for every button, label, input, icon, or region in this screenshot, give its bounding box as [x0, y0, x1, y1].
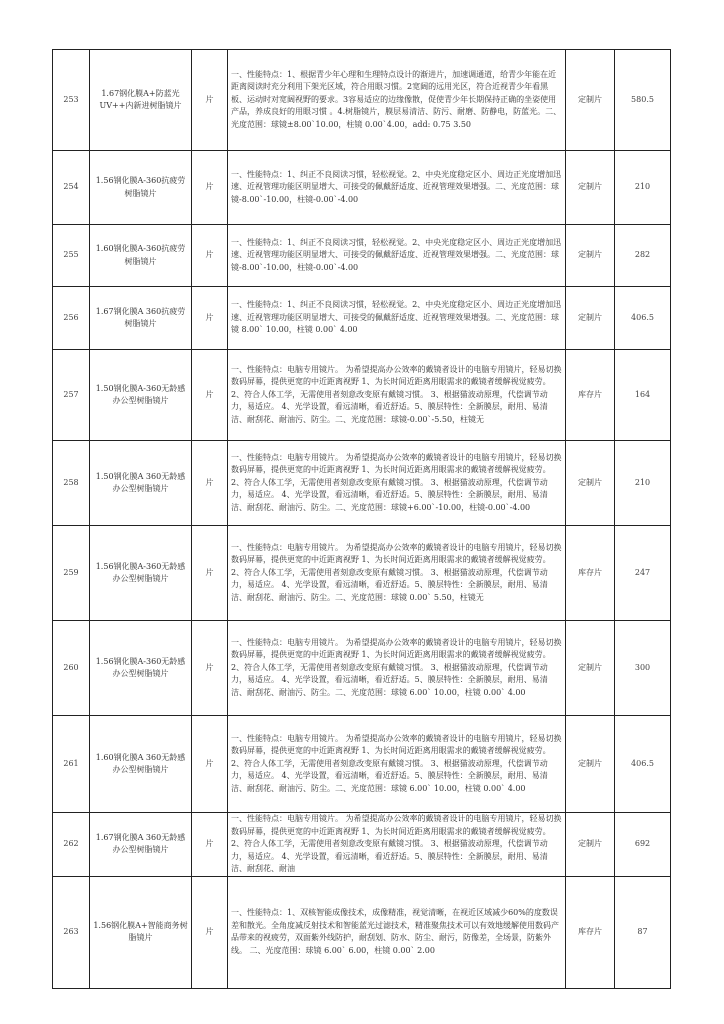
- product-description: 一、性能特点：1、双核智能成像技术，成像精准，视觉清晰，在视近区域减少60%的度数误差和散光。全角度减反射技术和智能蓝光过滤技术，精准聚焦技术可以有效地缓解使用数码产品带来的视疲劳，双面紫外线防护，耐刮划、防水、防尘、耐污，防像差，全场景，防紫外线。 二、光度范围：球镜 6.00` 6.00，柱镜 0.00` 2.00: [228, 876, 566, 988]
- product-name: 1.50钢化膜A 360无龄感办公型树脂镜片: [90, 441, 192, 526]
- table-row: [53, 225, 671, 287]
- unit: 片: [192, 716, 228, 813]
- table-row: [53, 350, 671, 441]
- product-description: 一、性能特点：电脑专用镜片。 为希望提高办公效率的戴镜者设计的电脑专用镜片，轻易切换数码屏幕，提供更宽的中近距离视野 1、为长时间近距离用眼需求的戴镜者缓解视觉疲劳。2、符合人体工学，无需使用者刻意改变原有戴镜习惯。 3、根据猫波动原理，代偿调节动力，易适应。 4、光学设置，看远清晰，看近舒适。5、膜层特性：全新膜层，耐用、易清洁、耐刮花、耐油污、防尘。二、光度范围：球镜 6.00` 10.00，柱镜 0.00` 4.00: [228, 621, 566, 716]
- product-description: 一、性能特点：1、纠正不良阅读习惯，轻松视觉。2、中央光度稳定区小、周边正光度增加迅速、近视管理功能区明显增大、可接受的佩戴舒适度、近视管理效果增强。二、光度范围：球镜 8.00` 10.00，柱镜 0.00` 4.00: [228, 287, 566, 350]
- lens-type: 定制片: [566, 813, 615, 877]
- lens-type: 定制片: [566, 50, 615, 151]
- row-number: 253: [53, 50, 90, 151]
- table-row: [53, 716, 671, 813]
- price: 406.5: [615, 716, 671, 813]
- product-name: 1.50钢化膜A-360无龄感办公型树脂镜片: [90, 350, 192, 441]
- row-number: 254: [53, 151, 90, 225]
- unit: 片: [192, 621, 228, 716]
- unit: 片: [192, 225, 228, 287]
- product-name: 1.56钢化膜A-360无龄感办公型树脂镜片: [90, 526, 192, 621]
- unit: 片: [192, 350, 228, 441]
- lens-type: 库存片: [566, 876, 615, 988]
- product-description: 一、性能特点：电脑专用镜片。 为希望提高办公效率的戴镜者设计的电脑专用镜片，轻易切换数码屏幕，提供更宽的中近距离视野 1、为长时间近距离用眼需求的戴镜者缓解视觉疲劳。2、符合人体工学，无需使用者刻意改变原有戴镜习惯。 3、根据猫波动原理，代偿调节动力，易适应。 4、光学设置，看远清晰，看近舒适。5、膜层特性：全新膜层，耐用、易清洁、耐刮花、耐油污、防尘。二、光度范围：球镜-0.00`-5.50，柱镜无: [228, 350, 566, 441]
- unit: 片: [192, 813, 228, 877]
- row-number: 262: [53, 813, 90, 877]
- price: 164: [615, 350, 671, 441]
- row-number: 260: [53, 621, 90, 716]
- lens-type: 定制片: [566, 716, 615, 813]
- row-number: 258: [53, 441, 90, 526]
- product-name: 1.67钢化膜A 360无龄感办公型树脂镜片: [90, 813, 192, 877]
- unit: 片: [192, 441, 228, 526]
- product-description: 一、性能特点：1、根据青少年心理和生理特点设计的渐进片，加速调通道，给青少年能在近距离阅读时充分利用下架光区域，符合用眼习惯。2宽阔的远用光区，符合近视青少年看黑板、运动时对宽阔视野的要求。3容易适应的边缘像散，促使青少年长期保持正确的坐姿使用产品，养成良好的用眼习惯 。4.树脂镜片，膜层易清洁、防污、耐磨、防静电，防蓝光。二、光度范围：球镜±8.00`10.00，柱镜 0.00`4.00，add: 0.75 3.50: [228, 50, 566, 151]
- price: 406.5: [615, 287, 671, 350]
- unit: 片: [192, 50, 228, 151]
- price: 210: [615, 441, 671, 526]
- price: 580.5: [615, 50, 671, 151]
- price: 247: [615, 526, 671, 621]
- product-description: 一、性能特点：1、纠正不良阅读习惯，轻松视觉。2、中央光度稳定区小、周边正光度增加迅速、近视管理功能区明显增大、可接受的佩戴舒适度、近视管理效果增强。二、光度范围：球镜-8.00`-10.00，柱镜-0.00`-4.00: [228, 225, 566, 287]
- row-number: 257: [53, 350, 90, 441]
- table-row: [53, 876, 671, 988]
- unit: 片: [192, 876, 228, 988]
- price: 300: [615, 621, 671, 716]
- table-row: [53, 287, 671, 350]
- table-row: [53, 50, 671, 151]
- lens-type: 定制片: [566, 225, 615, 287]
- product-name: 1.56钢化膜A+智能商务树脂镜片: [90, 876, 192, 988]
- product-table: [52, 49, 671, 989]
- unit: 片: [192, 151, 228, 225]
- lens-type: 定制片: [566, 441, 615, 526]
- product-description: 一、性能特点：电脑专用镜片。 为希望提高办公效率的戴镜者设计的电脑专用镜片，轻易切换数码屏幕，提供更宽的中近距离视野 1、为长时间近距离用眼需求的戴镜者缓解视觉疲劳。2、符合人体工学，无需使用者刻意改变原有戴镜习惯。 3、根据猫波动原理，代偿调节动力，易适应。 4、光学设置，看远清晰，看近舒适。5、膜层特性：全新膜层，耐用、易清洁、耐刮花、耐油污、防尘。二、光度范围：球镜 0.00` 5.50，柱镜无: [228, 526, 566, 621]
- table-row: [53, 151, 671, 225]
- product-description: 一、性能特点：1、纠正不良阅读习惯，轻松视觉。2、中央光度稳定区小、周边正光度增加迅速、近视管理功能区明显增大、可接受的佩戴舒适度、近视管理效果增强。二、光度范围：球镜-8.00`-10.00，柱镜-0.00`-4.00: [228, 151, 566, 225]
- price: 282: [615, 225, 671, 287]
- price: 210: [615, 151, 671, 225]
- product-name: 1.60钢化膜A 360无龄感办公型树脂镜片: [90, 716, 192, 813]
- lens-type: 定制片: [566, 621, 615, 716]
- price: 87: [615, 876, 671, 988]
- table-row: [53, 813, 671, 877]
- unit: 片: [192, 526, 228, 621]
- unit: 片: [192, 287, 228, 350]
- lens-type: 定制片: [566, 151, 615, 225]
- product-name: 1.67钢化膜A+防蓝光UV++内新进树脂镜片: [90, 50, 192, 151]
- lens-type: 定制片: [566, 287, 615, 350]
- lens-type: 库存片: [566, 526, 615, 621]
- product-name: 1.60钢化膜A-360抗疲劳树脂镜片: [90, 225, 192, 287]
- product-description: 一、性能特点：电脑专用镜片。 为希望提高办公效率的戴镜者设计的电脑专用镜片，轻易切换数码屏幕，提供更宽的中近距离视野 1、为长时间近距离用眼需求的戴镜者缓解视觉疲劳。2、符合人体工学，无需使用者刻意改变原有戴镜习惯。 3、根据猫波动原理，代偿调节动力，易适应。 4、光学设置，看远清晰，看近舒适。5、膜层特性：全新膜层，耐用、易清洁、耐刮花、耐油污、防尘。二、光度范围：球镜+6.00`-10.00，柱镜-0.00`-4.00: [228, 441, 566, 526]
- row-number: 263: [53, 876, 90, 988]
- product-name: 1.67钢化膜A 360抗疲劳树脂镜片: [90, 287, 192, 350]
- lens-type: 库存片: [566, 350, 615, 441]
- product-name: 1.56钢化膜A-360抗疲劳树脂镜片: [90, 151, 192, 225]
- row-number: 259: [53, 526, 90, 621]
- product-description: 一、性能特点：电脑专用镜片。 为希望提高办公效率的戴镜者设计的电脑专用镜片，轻易切换数码屏幕，提供更宽的中近距离视野 1、为长时间近距离用眼需求的戴镜者缓解视觉疲劳。2、符合人体工学，无需使用者刻意改变原有戴镜习惯。 3、根据猫波动原理，代偿调节动力，易适应。 4、光学设置，看远清晰，看近舒适。5、膜层特性：全新膜层，耐用、易清洁、耐刮花、耐油: [228, 813, 566, 877]
- table-row: [53, 621, 671, 716]
- row-number: 261: [53, 716, 90, 813]
- row-number: 256: [53, 287, 90, 350]
- product-name: 1.56钢化膜A-360无龄感办公型树脂镜片: [90, 621, 192, 716]
- price: 692: [615, 813, 671, 877]
- table-row: [53, 441, 671, 526]
- table-row: [53, 526, 671, 621]
- product-description: 一、性能特点：电脑专用镜片。 为希望提高办公效率的戴镜者设计的电脑专用镜片，轻易切换数码屏幕，提供更宽的中近距离视野 1、为长时间近距离用眼需求的戴镜者缓解视觉疲劳。2、符合人体工学，无需使用者刻意改变原有戴镜习惯。 3、根据猫波动原理，代偿调节动力，易适应。 4、光学设置，看远清晰，看近舒适。5、膜层特性：全新膜层，耐用、易清洁、耐刮花、耐油污、防尘。二、光度范围：球镜 6.00` 10.00，柱镜 0.00` 4.00: [228, 716, 566, 813]
- row-number: 255: [53, 225, 90, 287]
